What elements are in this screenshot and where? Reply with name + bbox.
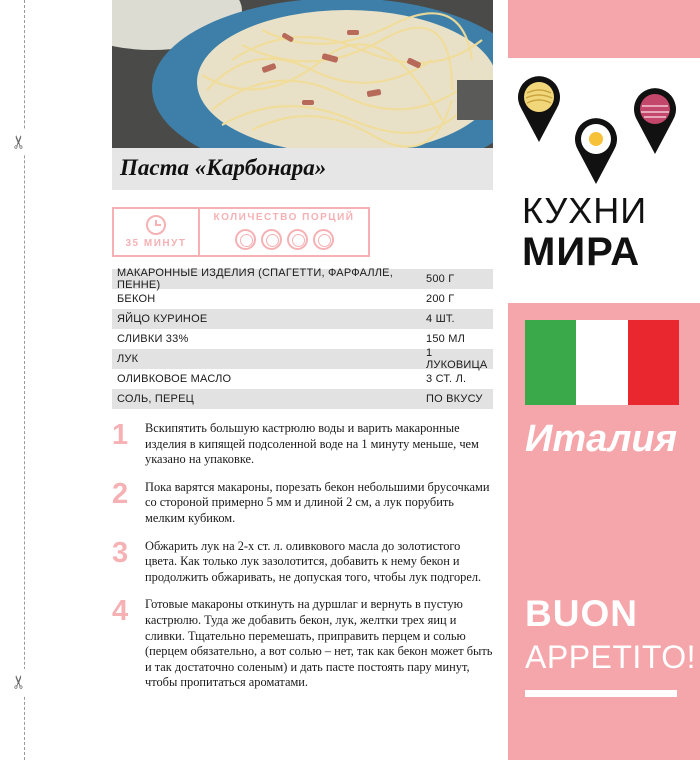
scissors-icon: ✂ [9,129,29,155]
step [112,421,493,468]
brand-logo [522,192,694,274]
ingredient-row [112,309,493,329]
ingredient-qty: 500 Г [426,273,455,285]
ingredient-qty: ПО ВКУСУ [426,393,483,405]
ingredient-qty: 200 Г [426,293,455,305]
ingredient-row [112,269,493,289]
ingredient-qty: 1 ЛУКОВИЦА [426,347,488,371]
ingredient-qty: 3 СТ. Л. [426,373,467,385]
portion-dots [235,229,334,250]
recipe-title: Паста «Карбонара» [120,155,327,180]
portion-plate-icon [313,229,334,250]
ingredient-qty: 4 ШТ. [426,313,455,325]
step-text: Готовые макароны откинуть на дуршлаг и вернуть в пустую кастрюлю. Туда же добавить бекон, лук, желтки трех яиц и сливки. Тщательно перемешать, приправить перцем и солью (перцем обязательно, а вот солью – нет, так как бекон может быть и так достаточно соленым) и дать пасте постоять пару минут, чтобы пропитаться ароматами. [145,597,493,690]
ingredient-row [112,389,493,409]
appetito-text: APPETITO! [525,639,697,675]
ingredient-row [112,289,493,309]
ingredient-name: МАКАРОННЫЕ ИЗДЕЛИЯ (СПАГЕТТИ, ФАРФАЛЛЕ, ПЕННЕ) [117,267,393,291]
pasta-photo [112,0,493,148]
step-text: Обжарить лук на 2-х ст. л. оливкового масла до золотистого цвета. Как только лук зазолотится, добавить к нему бекон и продолжить обжаривать, не допуская того, чтобы лук подгорел. [145,538,482,584]
flag-white-stripe [576,320,627,405]
portions [200,209,368,255]
portions-label: КОЛИЧЕСТВО ПОРЦИЙ [213,212,355,223]
step-number: 3 [112,536,129,569]
country-name: Италия [525,418,677,460]
step-number: 1 [112,419,129,451]
ingredient-row [112,349,493,369]
cook-time-label: 35 МИНУТ [125,238,187,249]
recipe-info-box [112,207,370,257]
ingredient-name: СОЛЬ, ПЕРЕЦ [117,393,194,405]
step-text: Пока варятся макароны, порезать бекон небольшими брусочками со стороной примерно 5 мм и длиной 2 см, а лук порубить мелким кубиком. [145,479,490,525]
ingredient-row [112,329,493,349]
buon-text: BUON [525,593,638,634]
portion-plate-icon [235,229,256,250]
step-number: 2 [112,477,129,510]
ingredient-name: ЛУК [117,353,139,365]
ingredient-qty: 150 МЛ [426,333,465,345]
brand-line-1: КУХНИ [522,190,648,231]
sidebar-top-band [508,0,700,58]
italy-flag [525,320,679,405]
recipe-steps [112,421,493,703]
scissors-icon: ✂ [9,669,29,695]
brand-line-2: МИРА [522,230,641,274]
noodle-pin-icon [516,74,562,144]
step-number: 4 [112,595,129,628]
egg-pin-icon [573,116,619,186]
meat-pin-icon [632,86,678,156]
cut-line [24,0,25,760]
ingredient-name: ЯЙЦО КУРИНОЕ [117,313,208,325]
ingredients-table [112,269,493,409]
portion-plate-icon [287,229,308,250]
sidebar-pink-panel [508,303,700,760]
step [112,597,493,691]
clock-icon [146,215,166,235]
cook-time [114,209,200,255]
portion-plate-icon [261,229,282,250]
divider [525,690,677,697]
flag-green-stripe [525,320,576,405]
recipe-title-bar [112,148,493,190]
ingredient-name: СЛИВКИ 33% [117,333,189,345]
flag-red-stripe [628,320,679,405]
ingredient-name: ОЛИВКОВОЕ МАСЛО [117,373,232,385]
step [112,477,493,527]
step-text: Вскипятить большую кастрюлю воды и варить макаронные изделия в кипящей подсоленной воде на 1 минуту меньше, чем указано на упаковке. [145,421,479,467]
sidebar [508,0,700,760]
pasta-illustration [112,0,493,148]
ingredient-row [112,369,493,389]
ingredient-name: БЕКОН [117,293,156,305]
step [112,536,493,586]
